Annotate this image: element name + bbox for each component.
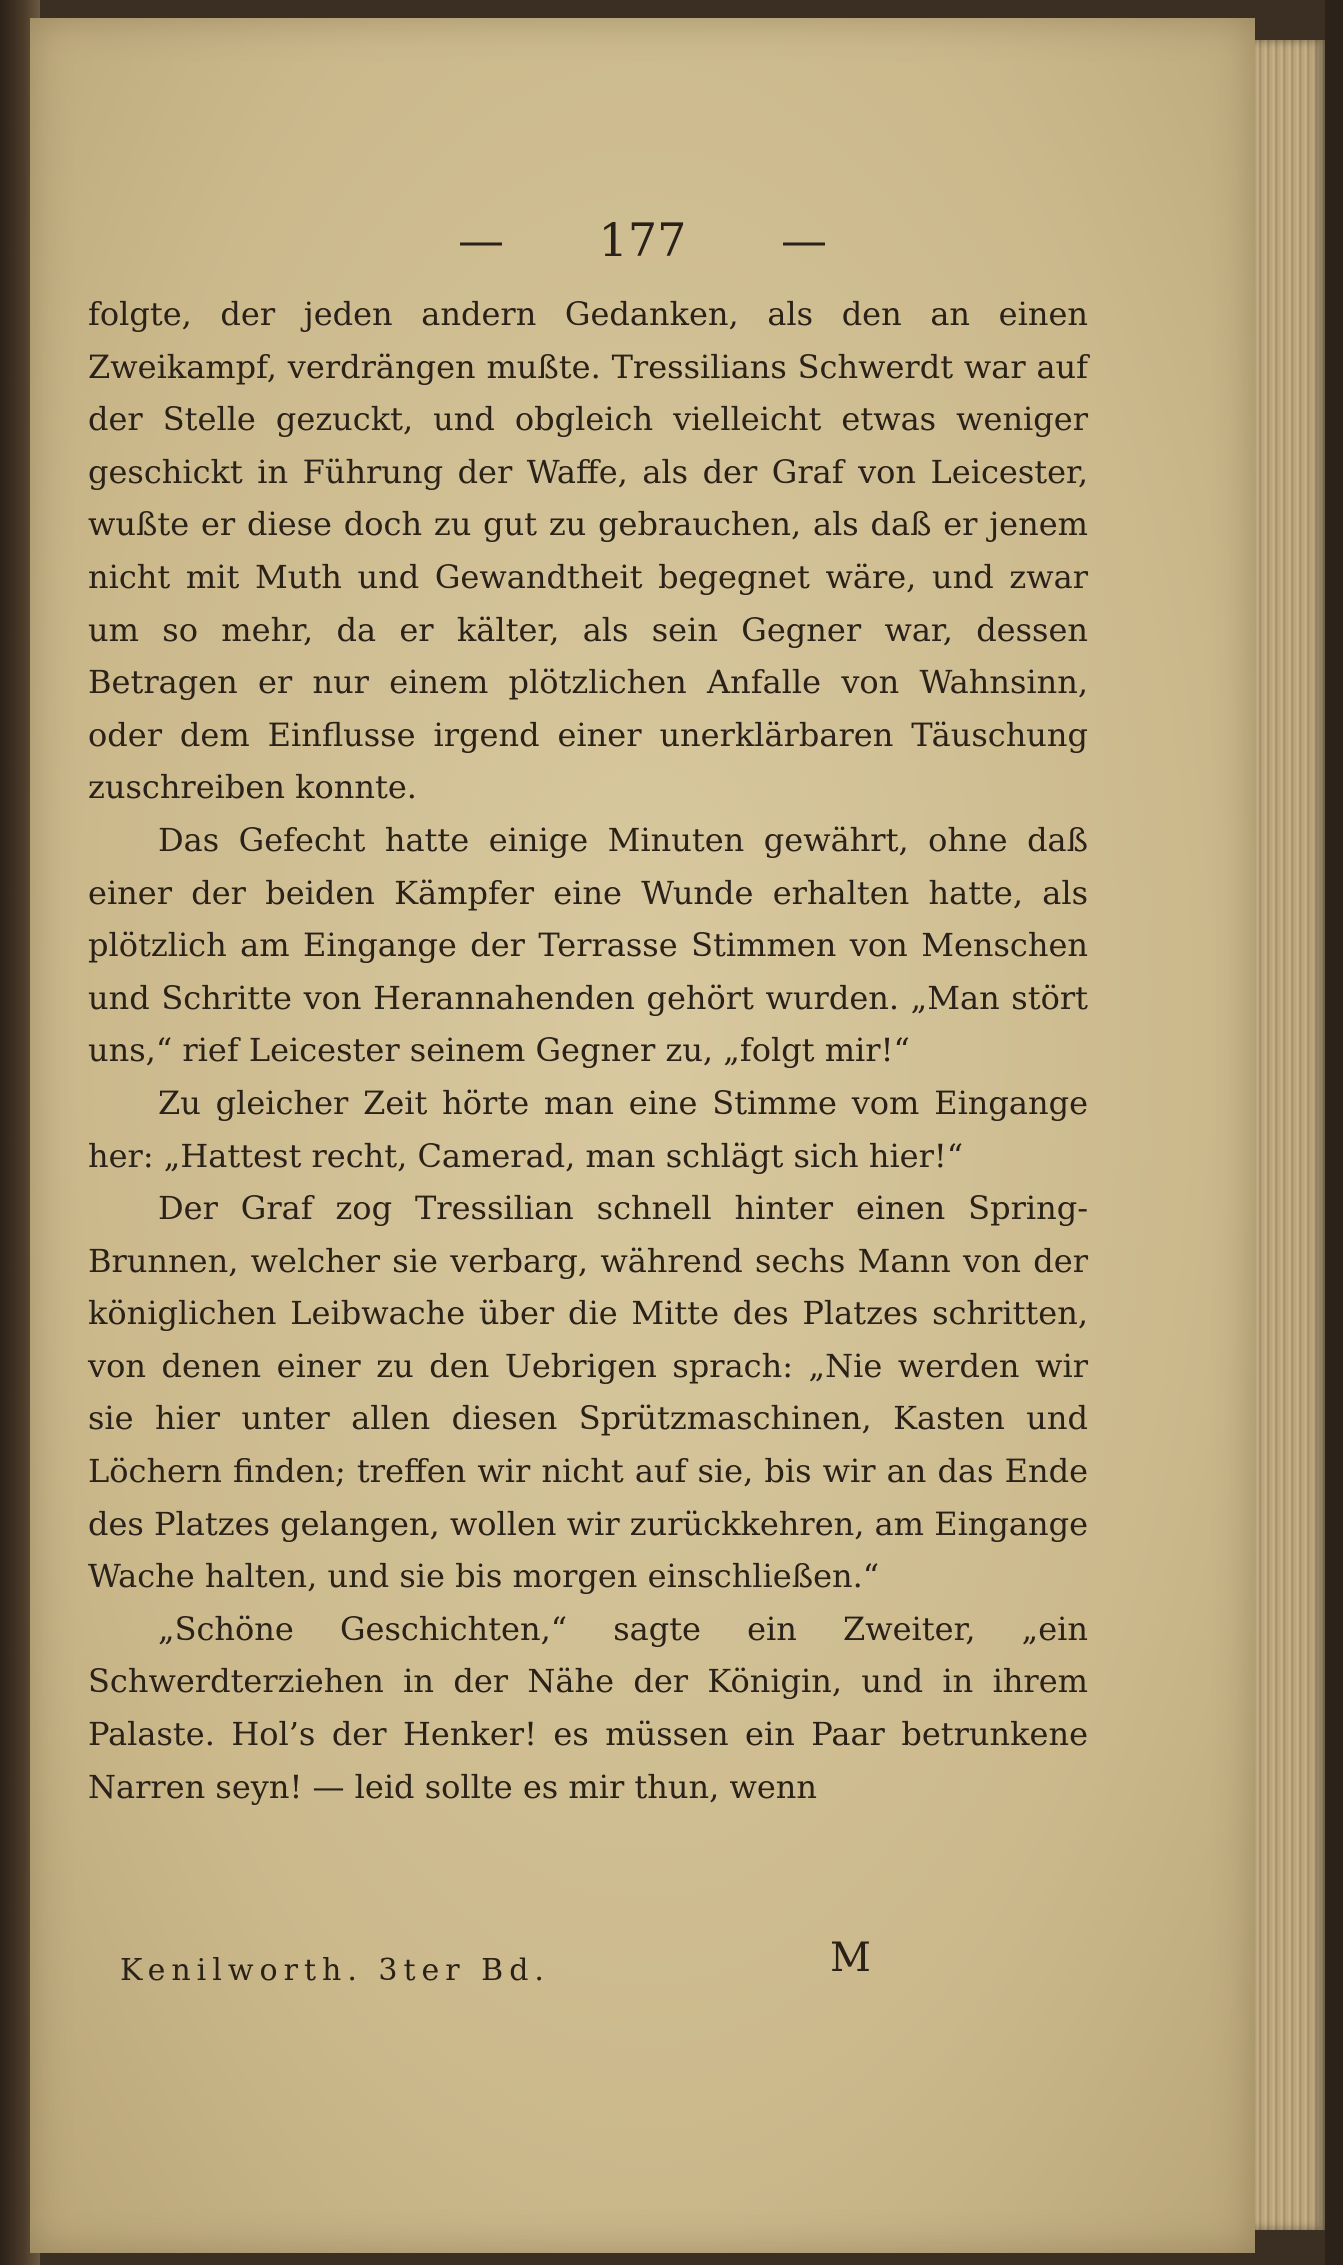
page-stack-edge: [1255, 40, 1325, 2230]
page-header: [30, 213, 1255, 267]
header-dash-right: —: [781, 213, 828, 267]
page-footer: [120, 1935, 1120, 1988]
page-number: 177: [598, 213, 687, 267]
body-text: [88, 288, 1088, 1813]
paragraph-3: Zu gleicher Zeit hörte man eine Stimme vom Eingange her: „Hattest recht, Camerad, man schlägt sich hier!“: [88, 1083, 1088, 1175]
paragraph-4: Der Graf zog Tressilian schnell hinter einen Spring-Brunnen, welcher sie verbarg, während sechs Mann von der königlichen Leibwache über die Mitte des Platzes schritten, von denen einer zu den Uebrigen sprach: „Nie werden wir sie hier unter allen diesen Sprützmaschinen, Kasten und Löchern finden; treffen wir nicht auf sie, bis wir an das Ende des Platzes gelangen, wollen wir zurückkehren, am Eingange Wache halten, und sie bis morgen einschließen.“: [88, 1189, 1088, 1596]
header-dash-left: —: [457, 213, 504, 267]
paragraph-2: Das Gefecht hatte einige Minuten gewährt, ohne daß einer der beiden Kämpfer eine Wunde erhalten hatte, als plötzlich am Eingange der Terrasse Stimmen von Menschen und Schritte von Herannahenden gehört wurden. „Man stört uns,“ rief Leicester seinem Gegner zu, „folgt mir!“: [88, 820, 1088, 1070]
book-page: [30, 18, 1255, 2253]
paragraph-5: „Schöne Geschichten,“ sagte ein Zweiter, „ein Schwerdterziehen in der Nähe der Königin, und in ihrem Palaste. Hol’s der Henker! es müssen ein Paar betrunkene Narren seyn! — leid sollte es mir thun, wenn: [88, 1609, 1088, 1806]
paragraph-1: folgte, der jeden andern Gedanken, als den an einen Zweikampf, verdrängen mußte. Tressilians Schwerdt war auf der Stelle gezuckt, und obgleich vielleicht etwas weniger geschickt in Führung der Waffe, als der Graf von Leicester, wußte er diese doch zu gut zu gebrauchen, als daß er jenem nicht mit Muth und Gewandtheit begegnet wäre, und zwar um so mehr, da er kälter, als sein Gegner war, dessen Betragen er nur einem plötzlichen Anfalle von Wahnsinn, oder dem Einflusse irgend einer unerklärbaren Täuschung zuschreiben konnte.: [88, 295, 1088, 807]
book-cover-edge: [1325, 0, 1343, 2265]
catchword: M: [830, 1935, 871, 1981]
footer-signature: Kenilworth. 3ter Bd.: [120, 1953, 550, 1988]
